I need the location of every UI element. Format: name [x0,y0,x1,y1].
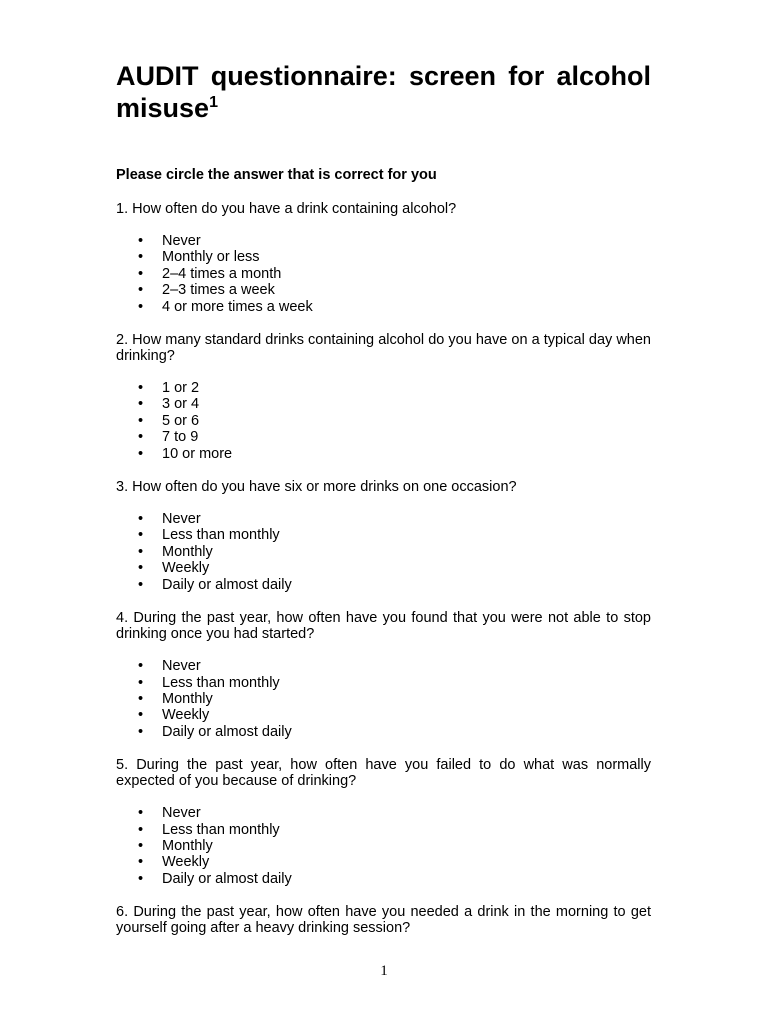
options-list-1 [116,233,651,315]
bullet-icon: • [138,690,144,707]
option-label: Never [162,511,201,528]
option-label: Weekly [162,707,210,724]
bullet-icon: • [138,870,144,887]
option-label: Monthly [162,837,213,854]
bullet-icon: • [138,821,144,838]
option-label: Daily or almost daily [162,870,292,887]
option[interactable] [116,871,651,887]
option-label: Monthly [162,543,213,560]
option[interactable] [116,822,651,838]
bullet-icon: • [138,233,144,249]
option[interactable] [116,805,651,821]
option[interactable] [116,724,651,740]
bullet-icon: • [138,576,144,593]
bullet-icon: • [138,723,144,740]
option-label: Never [162,233,201,249]
bullet-icon: • [138,527,144,544]
option-label: Monthly or less [162,249,260,266]
bullet-icon: • [138,445,144,462]
option[interactable] [116,544,651,560]
option[interactable] [116,675,651,691]
option[interactable] [116,838,651,854]
options-list-5 [116,805,651,887]
question-4: 4. During the past year, how often have you found that you were not able to stop drinking once you had started? [116,610,651,643]
page-number: 1 [380,963,388,979]
bullet-icon: • [138,674,144,691]
option[interactable] [116,577,651,593]
option[interactable] [116,266,651,282]
option[interactable] [116,691,651,707]
document-page [116,60,651,936]
question-5: 5. During the past year, how often have you failed to do what was normally expected of you because of drinking? [116,757,651,790]
option[interactable] [116,854,651,870]
option-label: 10 or more [162,445,233,462]
bullet-icon: • [138,511,144,528]
option-label: Monthly [162,690,213,707]
options-list-3 [116,511,651,593]
title-text: AUDIT questionnaire: screen for alcohol misuse [116,61,651,123]
option-label: Daily or almost daily [162,576,292,593]
option-label: Never [162,805,201,822]
option-label: Weekly [162,560,210,577]
option-label: Never [162,658,201,675]
bullet-icon: • [138,265,144,282]
option-label: 1 or 2 [162,380,200,397]
question-2: 2. How many standard drinks containing alcohol do you have on a typical day when drinking? [116,332,651,365]
bullet-icon: • [138,707,144,724]
instruction-text: Please circle the answer that is correct for you [116,167,437,183]
option-label: 4 or more times a week [162,298,313,315]
bullet-icon: • [138,396,144,413]
bullet-icon: • [138,380,144,397]
option[interactable] [116,249,651,265]
option-label: 3 or 4 [162,396,200,413]
option[interactable] [116,282,651,298]
bullet-icon: • [138,543,144,560]
question-1: 1. How often do you have a drink containing alcohol? [116,201,457,217]
option[interactable] [116,707,651,723]
option[interactable] [116,429,651,445]
option[interactable] [116,446,651,462]
option-label: Less than monthly [162,527,280,544]
option[interactable] [116,560,651,576]
bullet-icon: • [138,412,144,429]
bullet-icon: • [138,805,144,822]
bullet-icon: • [138,249,144,266]
option[interactable] [116,233,651,249]
option-label: Less than monthly [162,821,280,838]
option-label: 2–3 times a week [162,282,275,299]
option-label: 2–4 times a month [162,265,282,282]
option-label: Less than monthly [162,674,280,691]
page-title [116,60,651,124]
bullet-icon: • [138,282,144,299]
bullet-icon: • [138,298,144,315]
option[interactable] [116,380,651,396]
title-footnote-mark: 1 [209,94,218,111]
question-6: 6. During the past year, how often have you needed a drink in the morning to get yourself going after a heavy drinking session? [116,904,651,937]
bullet-icon: • [138,429,144,446]
option-label: 7 to 9 [162,429,199,446]
option-label: Weekly [162,854,210,871]
option[interactable] [116,511,651,527]
question-3: 3. How often do you have six or more drinks on one occasion? [116,479,517,496]
option[interactable] [116,658,651,674]
option-label: 5 or 6 [162,412,200,429]
option[interactable] [116,396,651,412]
options-list-4 [116,658,651,740]
option-label: Daily or almost daily [162,723,292,740]
option[interactable] [116,413,651,429]
bullet-icon: • [138,837,144,854]
option[interactable] [116,527,651,543]
bullet-icon: • [138,854,144,871]
bullet-icon: • [138,560,144,577]
bullet-icon: • [138,658,144,675]
option[interactable] [116,299,651,315]
options-list-2 [116,380,651,462]
